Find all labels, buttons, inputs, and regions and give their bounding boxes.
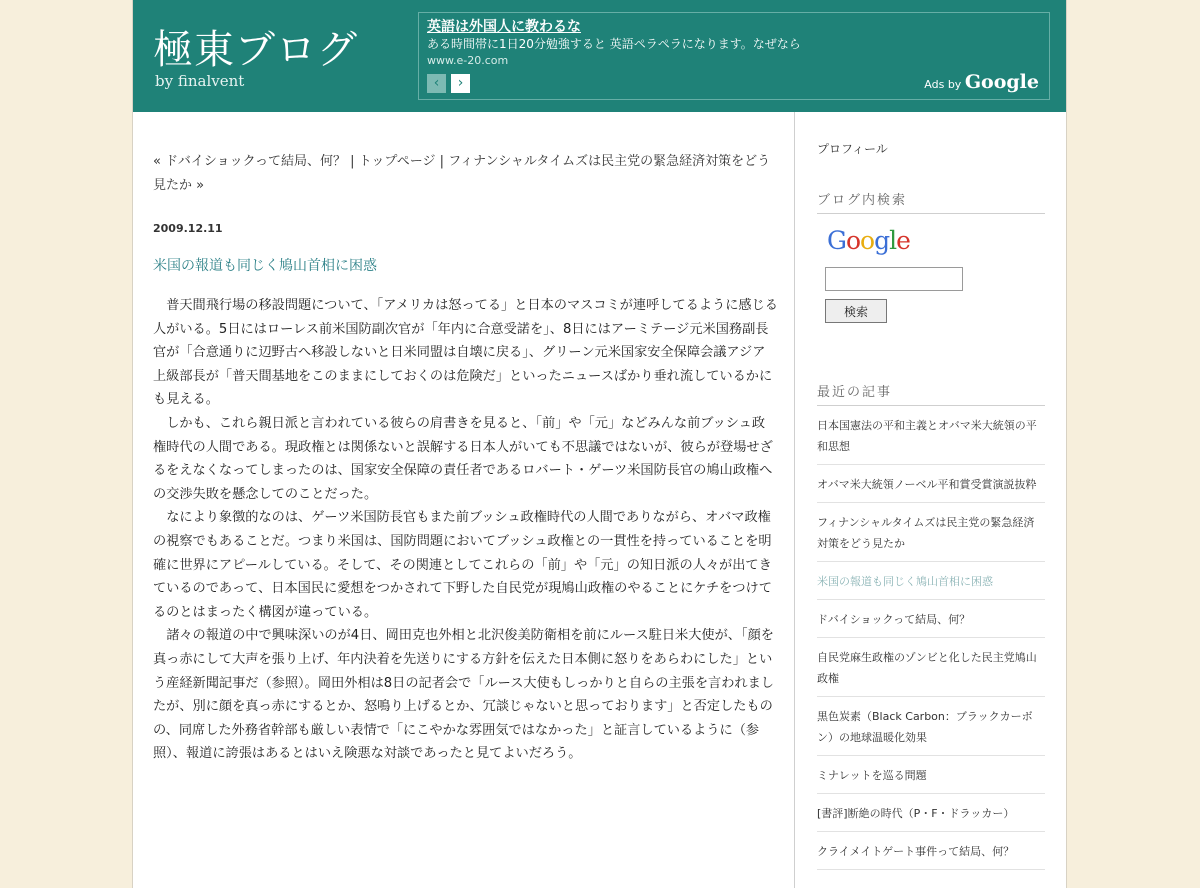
blog-byline: by finalvent: [155, 72, 245, 90]
google-wordmark: Google: [964, 71, 1039, 93]
ad-text[interactable]: ある時間帯に1日20分勉強すると 英語ペラペラになります。なぜなら: [427, 37, 801, 51]
recent-post-link[interactable]: オバマ米大統領ノーベル平和賞受賞演説抜粋: [817, 478, 1037, 491]
google-logo: Google: [827, 226, 910, 255]
list-item: [817, 638, 1045, 697]
post-navigation: [153, 150, 778, 198]
recent-post-link[interactable]: 黒色炭素（Black Carbon：ブラックカーボン）の地球温暖化効果: [817, 710, 1033, 744]
post-paragraph: 諸々の報道の中で興味深いのが4日、岡田克也外相と北沢俊美防衛相を前にルース駐日米大使が、「顔を真っ赤にして大声を張り上げ、年内決着を先送りにする方針を伝えた日本側に怒りをあらわにした」という産経新聞記事だ（参照）。岡田外相は8日の記者会で「ルース大使もしっかりと自らの主張を言われましたが、別に顔を真っ赤にするとか、怒鳴り上げるとか、冗談じゃないと思っております」と否定したものの、同席した外務省幹部も厳しい表情で「にこやかな雰囲気ではなかった」と証言しているように（参照）、報道に誇張はあるとはいえ険悪な対談であったと見てよいだろう。: [153, 628, 774, 762]
column-divider: [794, 112, 795, 888]
blog-header: [133, 0, 1066, 112]
post-date: 2009.12.11: [153, 222, 223, 235]
top-page-link[interactable]: トップページ: [358, 154, 436, 169]
list-item: [817, 465, 1045, 503]
ad-unit[interactable]: [418, 12, 1050, 100]
list-item: [817, 794, 1045, 832]
post-title-link[interactable]: 米国の報道も同じく鳩山首相に困惑: [153, 258, 377, 274]
list-item: [817, 756, 1045, 794]
search-button[interactable]: 検索: [825, 299, 887, 323]
recent-posts-list: [817, 406, 1045, 870]
ad-prev-button[interactable]: ‹: [427, 74, 446, 93]
post-body: [153, 294, 778, 766]
list-item: [817, 832, 1045, 870]
profile-link[interactable]: プロフィール: [817, 142, 888, 156]
recent-posts-heading: 最近の記事: [817, 381, 1045, 406]
list-item: [817, 697, 1045, 756]
blog-title[interactable]: 極東ブログ: [153, 27, 358, 73]
ads-by-label: Ads by: [924, 78, 962, 91]
ad-title-link[interactable]: 英語は外国人に教わるな: [427, 19, 581, 35]
list-item: [817, 562, 1045, 600]
blog-page: [132, 0, 1067, 888]
post-paragraph: しかも、これら親日派と言われている彼らの肩書きを見ると、「前」や「元」などみんな前ブッシュ政権時代の人間である。現政権とは関係ないと誤解する日本人がいても不思議ではないが、彼らが登場せざるをえなくなってしまったのは、国家安全保障の責任者であるロバート・ゲーツ米国防長官の鳩山政権への交渉失敗を懸念してのことだった。: [153, 415, 773, 502]
sidebar: [817, 138, 1045, 870]
recent-post-link[interactable]: クライメイトゲート事件って結局、何？: [817, 845, 1015, 858]
recent-post-link[interactable]: フィナンシャルタイムズは民主党の緊急経済対策をどう見たか: [817, 516, 1035, 550]
search-input[interactable]: [825, 267, 963, 291]
post-paragraph: なにより象徴的なのは、ゲーツ米国防長官もまた前ブッシュ政権時代の人間でありながら、オバマ政権の視察でもあることだ。つまり米国は、国防問題においてブッシュ政権との一貫性を持っていることを明確に世界にアピールしている。そして、その関連としてこれらの「前」や「元」の知日派の人々が出てきているのであって、日本国民に愛想をつかされて下野した自民党が現鳩山政権のやることにケチをつけてるのとはまったく構図が違っている。: [153, 510, 772, 620]
main-content: [153, 150, 778, 766]
search-heading: ブログ内検索: [817, 189, 1045, 214]
ad-url[interactable]: www.e-20.com: [427, 54, 509, 67]
ad-next-button[interactable]: ›: [451, 74, 470, 93]
prev-post-link[interactable]: « ドバイショックって結局、何？: [153, 154, 347, 169]
recent-post-link[interactable]: 日本国憲法の平和主義とオバマ米大統領の平和思想: [817, 419, 1037, 453]
recent-post-link[interactable]: ミナレットを巡る問題: [817, 769, 927, 782]
recent-post-link[interactable]: 自民党麻生政権のゾンビと化した民主党鳩山政権: [817, 651, 1037, 685]
ads-by-google-link[interactable]: [924, 71, 1039, 93]
next-post-link[interactable]: フィナンシャルタイムズは民主党の緊急経済対策をどう見たか »: [153, 154, 771, 193]
recent-post-link[interactable]: ドバイショックって結局、何？: [817, 613, 971, 626]
nav-separator: |: [346, 154, 359, 169]
post-paragraph: 普天間飛行場の移設問題について、「アメリカは怒ってる」と日本のマスコミが連呼してるように感じる人がいる。5日にはローレス前米国防副次官が「年内に合意受諾を」、8日にはアーミテージ元米国務副長官が「合意通りに辺野古へ移設しないと日米同盟は自壊に戻る」、グリーン元米国家安全保障会議アジア上級部長が「普天間基地をこのままにしておくのは危険だ」といったニュースばかり垂れ流しているかにも見える。: [153, 298, 778, 408]
list-item: [817, 503, 1045, 562]
nav-separator: |: [435, 154, 449, 169]
recent-post-link[interactable]: [書評]断絶の時代（P・F・ドラッカー）: [817, 807, 1015, 820]
recent-post-link-current[interactable]: 米国の報道も同じく鳩山首相に困惑: [817, 575, 993, 588]
list-item: [817, 600, 1045, 638]
list-item: [817, 406, 1045, 465]
